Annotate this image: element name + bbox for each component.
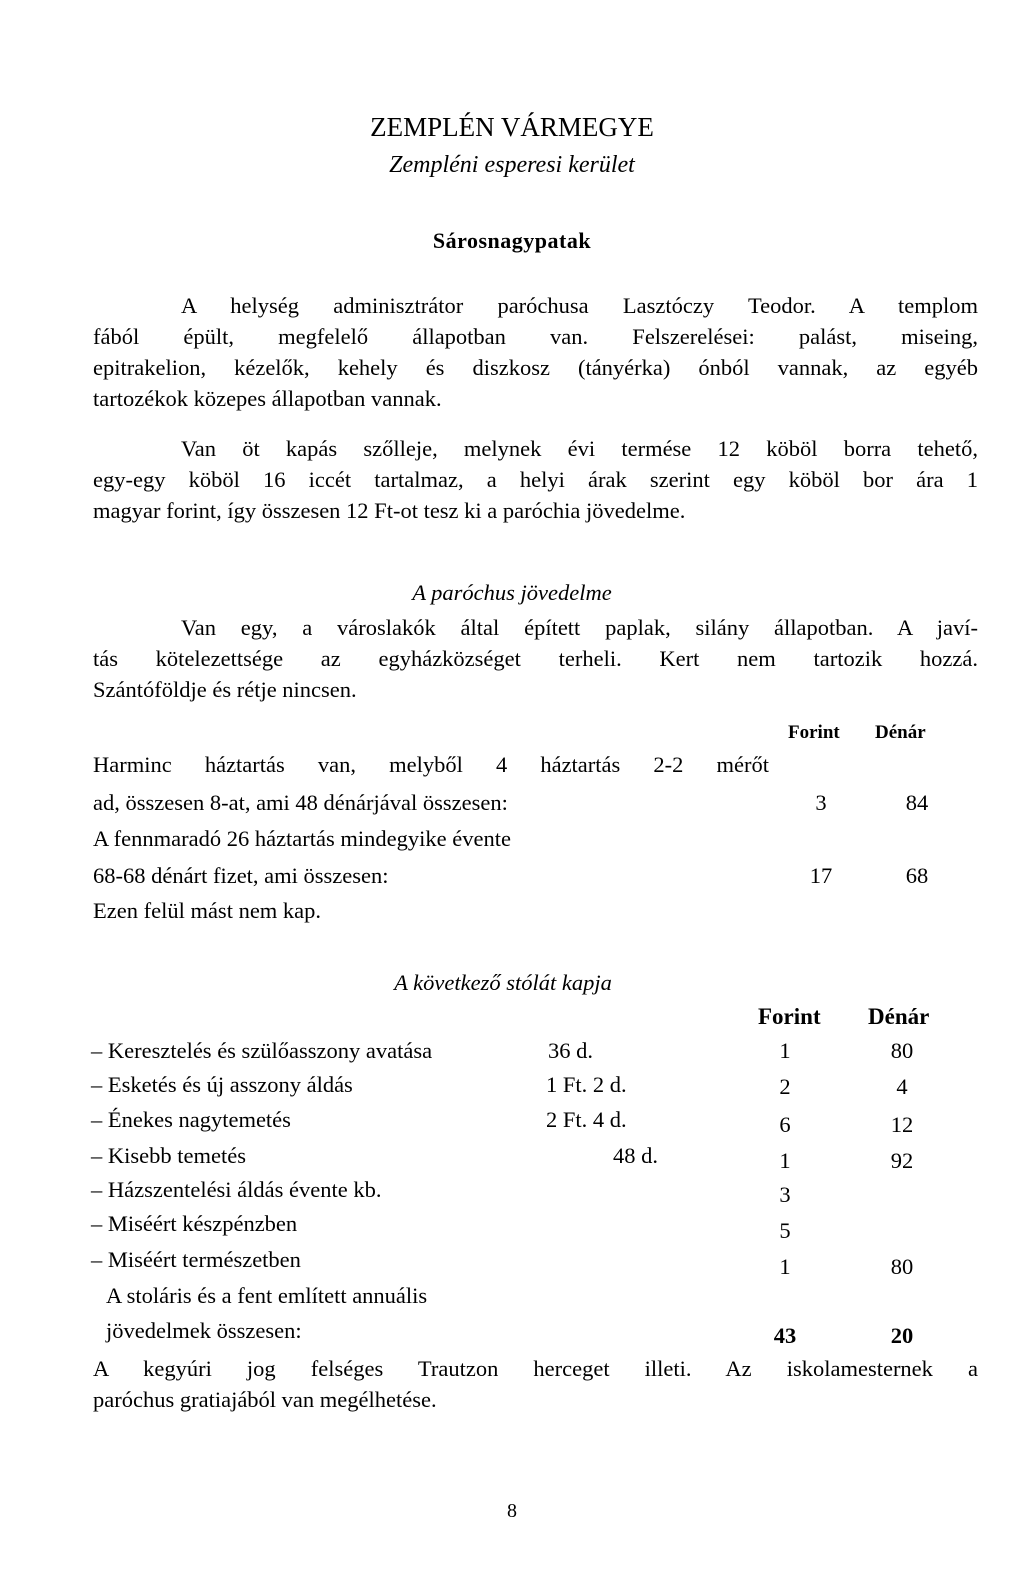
district-subtitle: Zempléni esperesi kerület bbox=[389, 152, 635, 178]
income-line: Szántóföldje és rétje nincsen. bbox=[93, 677, 357, 702]
income-row-text: A fennmaradó 26 háztartás mindegyike évente bbox=[93, 826, 511, 851]
stola-row-forint: 1 bbox=[779, 1254, 791, 1279]
stola-row-denar: 80 bbox=[890, 1038, 914, 1063]
income-row-text: ad, összesen 8-at, ami 48 dénárjával összesen: bbox=[93, 790, 508, 815]
vineyard-line: egy-egy köböl 16 iccét tartalmaz, a helyi árak szerint egy köböl bor ára 1 bbox=[93, 467, 978, 492]
stola-row-label: – Házszentelési áldás évente kb. bbox=[91, 1177, 382, 1202]
page-number: 8 bbox=[507, 1500, 517, 1522]
intro-line: fából épült, megfelelő állapotban van. Felszerelései: palást, miseing, bbox=[93, 324, 978, 349]
county-title: ZEMPLÉN VÁRMEGYE bbox=[370, 112, 654, 142]
intro-line: A helység adminisztrátor paróchusa Lasztóczy Teodor. A templom bbox=[181, 293, 978, 318]
income-row-forint: 17 bbox=[809, 863, 833, 888]
income-heading: A paróchus jövedelme bbox=[412, 580, 612, 605]
income-row-denar: 68 bbox=[905, 863, 929, 888]
intro-line: tartozékok közepes állapotban vannak. bbox=[93, 386, 442, 411]
stola-total-line: A stoláris és a fent említett annuális bbox=[106, 1283, 428, 1308]
income-col-forint: Forint bbox=[788, 722, 840, 743]
stola-row-label: – Keresztelés és szülőasszony avatása bbox=[91, 1038, 433, 1063]
stola-total-denar: 20 bbox=[890, 1323, 914, 1348]
intro-paragraph bbox=[93, 290, 978, 414]
stola-row-forint: 5 bbox=[779, 1218, 791, 1243]
vineyard-line: magyar forint, így összesen 12 Ft-ot tesz ki a paróchia jövedelme. bbox=[93, 498, 686, 523]
stola-heading: A következő stólát kapja bbox=[394, 970, 612, 995]
stola-col-forint: Forint bbox=[758, 1004, 821, 1029]
income-row-forint: 3 bbox=[815, 790, 827, 815]
stola-row-label: – Esketés és új asszony áldás bbox=[91, 1072, 353, 1097]
stola-total-forint: 43 bbox=[773, 1323, 797, 1348]
closing-line: A kegyúri jog felséges Trautzon herceget illeti. Az iskolamesternek a bbox=[93, 1356, 978, 1381]
stola-row-forint: 2 bbox=[779, 1074, 791, 1099]
stola-row-denar: 92 bbox=[890, 1148, 914, 1173]
vineyard-paragraph bbox=[93, 433, 978, 526]
income-line: Van egy, a városlakók által épített paplak, silány állapotban. A javí- bbox=[181, 615, 978, 640]
stola-row-label: – Miséért készpénzben bbox=[91, 1211, 298, 1236]
stola-row-label: – Kisebb temetés bbox=[91, 1143, 246, 1168]
stola-total-line: jövedelmek összesen: bbox=[106, 1318, 302, 1343]
income-row-text: Harminc háztartás van, melyből 4 háztartás 2-2 mérőt bbox=[93, 752, 769, 777]
stola-row-label: – Énekes nagytemetés bbox=[91, 1107, 291, 1132]
stola-row-rate: 2 Ft. 4 d. bbox=[546, 1107, 627, 1132]
stola-row-denar: 80 bbox=[890, 1254, 914, 1279]
income-col-denar: Dénár bbox=[875, 722, 926, 743]
vineyard-line: Van öt kapás szőlleje, melynek évi termése 12 köböl borra tehető, bbox=[181, 436, 978, 461]
income-row-text: Ezen felül mást nem kap. bbox=[93, 898, 322, 923]
stola-row-rate: 36 d. bbox=[548, 1038, 593, 1063]
income-row-text: 68-68 dénárt fizet, ami összesen: bbox=[93, 863, 389, 888]
stola-row-forint: 1 bbox=[779, 1038, 791, 1063]
stola-row-forint: 1 bbox=[779, 1148, 791, 1173]
income-line: tás kötelezettsége az egyházközséget terheli. Kert nem tartozik hozzá. bbox=[93, 646, 978, 671]
stola-row-rate: 1 Ft. 2 d. bbox=[546, 1072, 627, 1097]
stola-row-rate: 48 d. bbox=[613, 1143, 658, 1168]
closing-line: paróchus gratiajából van megélhetése. bbox=[93, 1387, 437, 1412]
closing-paragraph bbox=[93, 1353, 978, 1415]
place-heading: Sárosnagypatak bbox=[432, 228, 592, 253]
stola-row-forint: 3 bbox=[779, 1182, 791, 1207]
income-paragraph bbox=[93, 612, 978, 705]
stola-row-forint: 6 bbox=[779, 1112, 791, 1137]
stola-row-label: – Miséért természetben bbox=[91, 1247, 301, 1272]
stola-col-denar: Dénár bbox=[868, 1004, 930, 1029]
income-row-denar: 84 bbox=[905, 790, 929, 815]
stola-row-denar: 12 bbox=[890, 1112, 914, 1137]
intro-line: epitrakelion, kézelők, kehely és diszkosz (tányérka) ónból vannak, az egyéb bbox=[93, 355, 978, 380]
stola-row-denar: 4 bbox=[896, 1074, 908, 1099]
